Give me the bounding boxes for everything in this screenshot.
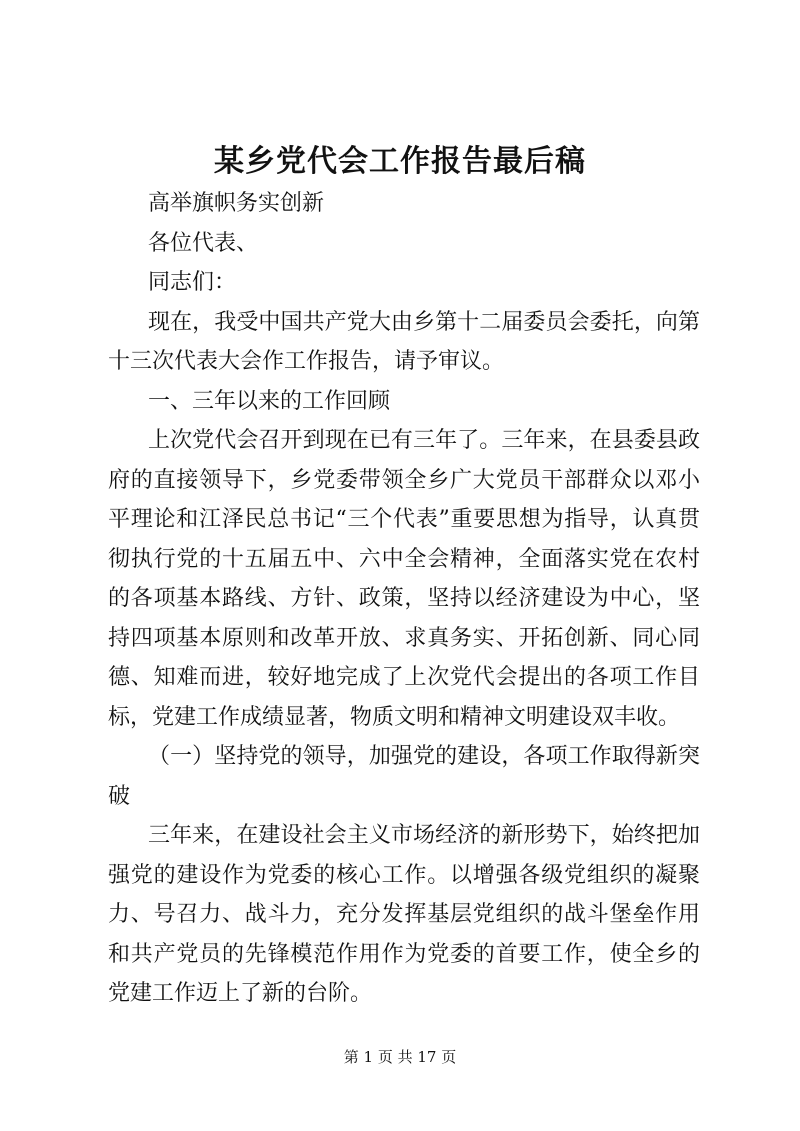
paragraph-intro: 现在，我受中国共产党大由乡第十二届委员会委托，向第十三次代表大会作工作报告，请予审议。 <box>108 309 700 374</box>
page-footer: 第 1 页 共 17 页 <box>343 1048 457 1066</box>
document-title: 某乡党代会工作报告最后稿 <box>214 144 586 179</box>
paragraph-party-building: 三年来，在建设社会主义市场经济的新形势下，始终把加强党的建设作为党委的核心工作。以增强各级党组织的凝聚力、号召力、战斗力，充分发挥基层党组织的战斗堡垒作用和共产党员的先锋模范作用作为党委的首要工作，使全乡的党建工作迈上了新的台阶。 <box>108 823 700 1006</box>
paragraph-salutation-comrades: 同志们： <box>148 270 237 295</box>
paragraph-salutation-delegates: 各位代表、 <box>148 230 259 256</box>
paragraph-slogan: 高举旗帜务实创新 <box>148 191 325 216</box>
section-heading-review: 一、三年以来的工作回顾 <box>148 388 391 414</box>
document-body <box>108 184 700 1014</box>
subsection-heading-party-building: （一）坚持党的领导，加强党的建设，各项工作取得新突破 <box>108 744 700 809</box>
paragraph-review: 上次党代会召开到现在已有三年了。三年来，在县委县政府的直接领导下，乡党委带领全乡广大党员干部群众以邓小平理论和江泽民总书记“三个代表”重要思想为指导，认真贯彻执行党的十五届五中、六中全会精神，全面落实党在农村的各项基本路线、方针、政策，坚持以经济建设为中心，坚持四项基本原则和改革开放、求真务实、开拓创新、同心同德、知难而进，较好地完成了上次党代会提出的各项工作目标，党建工作成绩显著，物质文明和精神文明建设双丰收。 <box>108 428 700 730</box>
